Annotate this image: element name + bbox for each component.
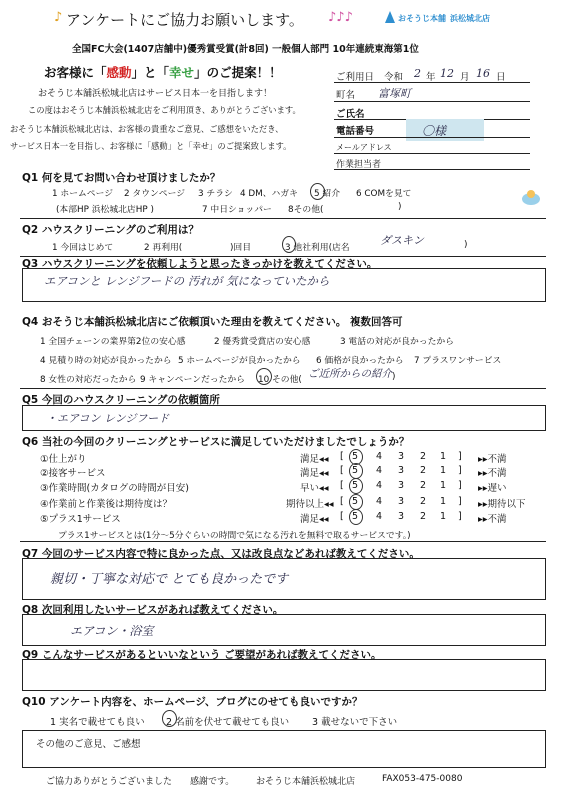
town-underline <box>334 101 530 102</box>
q7-title: Q7 今回のサービス内容で特に良かった点、又は改良点などあれば教えてください。 <box>22 548 420 560</box>
q6-rating-option[interactable]: 2 <box>420 451 427 462</box>
intro-line-4: サービス日本一を目指し、お客様に「感動」と「幸せ」のご提案致します。 <box>10 141 292 151</box>
q6-row-label: ③作業時間(カタログの時間が目安) <box>40 483 189 494</box>
proposal-word-shiawase: 幸せ <box>169 65 195 80</box>
q6-row-bracket-close: ] <box>458 511 462 522</box>
q1-opt-townpage[interactable]: 2 タウンページ <box>124 189 185 199</box>
q10-comment-label: その他のご意見、ご感想 <box>36 739 141 750</box>
q6-row-label: ⑤プラス1サービス <box>40 514 121 525</box>
q6-row-label: ②接客サービス <box>40 468 106 479</box>
q2-opt-close: ) <box>464 240 468 250</box>
q4-divider <box>20 388 546 389</box>
proposal-word-kando: 感動 <box>106 65 132 80</box>
survey-title: アンケートにご協力お願いします。 <box>66 11 304 29</box>
q6-rating-option[interactable]: 3 <box>398 451 405 462</box>
intro-line-3: おそうじ本舗浜松城北店は、お客様の貴重なご意見、ご感想をいただき、 <box>10 124 284 134</box>
q6-rating-option[interactable]: 1 <box>440 496 447 507</box>
date-year-unit: 年 <box>426 72 436 83</box>
notes-decoration: ♪♪♪ <box>328 10 353 25</box>
q6-rating-option[interactable]: 3 <box>398 465 405 476</box>
q2-opt-repeat[interactable]: 2 再利用( <box>144 243 183 253</box>
q1-opt-hp-detail: (本部HP 浜松城北店HP ) <box>56 205 154 215</box>
town-value[interactable]: 富塚町 <box>378 87 411 100</box>
q6-row-label: ①仕上がり <box>40 454 87 465</box>
q4-opt-8[interactable]: 8 女性の対応だったから <box>40 375 137 385</box>
proposal-mid: 」と「 <box>131 65 170 80</box>
q1-opt-dm[interactable]: 4 DM、ハガキ <box>240 189 298 199</box>
q1-opt-flyer[interactable]: 3 チラシ <box>198 189 233 199</box>
q6-selected-circle <box>349 509 363 525</box>
q9-title: Q9 こんなサービスがあるといいなという ご要望があれば教えてください。 <box>22 649 382 661</box>
q6-rating-option[interactable]: 5 <box>352 511 359 522</box>
q6-row-bracket-open: [ <box>340 496 344 507</box>
q6-row-right-anchor: ▸▸不満 <box>478 454 507 465</box>
q6-row-right-anchor: ▸▸遅い <box>478 483 507 494</box>
q5-title: Q5 今回のハウスクリーニングの依頼箇所 <box>22 394 220 406</box>
q6-rating-option[interactable]: 4 <box>376 511 383 522</box>
date-day[interactable]: 16 <box>476 67 490 80</box>
q4-opt-9[interactable]: 9 キャンペーンだったから <box>140 375 245 385</box>
intro-line-2: この度はおそうじ本舗浜松城北店をご利用頂き、ありがとうございます。 <box>28 105 301 115</box>
phone-value[interactable]: 〇様 <box>422 124 447 138</box>
proposal-pre: お客様に「 <box>44 65 107 80</box>
q6-row-bracket-open: [ <box>340 511 344 522</box>
q6-divider <box>20 541 546 542</box>
q6-rating-option[interactable]: 1 <box>440 511 447 522</box>
q6-rating-option[interactable]: 1 <box>440 465 447 476</box>
date-year[interactable]: 2 <box>414 67 421 80</box>
q4-opt-6[interactable]: 6 価格が良かったから <box>316 356 404 366</box>
q6-rating-option[interactable]: 3 <box>398 496 405 507</box>
q1-opt-chunichi[interactable]: 7 中日ショッパー <box>202 205 272 215</box>
date-label: ご利用日 <box>336 72 375 83</box>
q2-opt-repeat-count: )回目 <box>230 243 252 253</box>
q1-opt-other-close: ) <box>398 202 402 212</box>
mascot-icon <box>520 188 542 209</box>
q1-opt-homepage[interactable]: 1 ホームページ <box>52 189 113 199</box>
q6-rating-option[interactable]: 2 <box>420 496 427 507</box>
music-note-icon: ♪ <box>54 10 63 25</box>
q6-note: プラス1サービスとは(1分～5分ぐらいの時間で気になる汚れを無料で取るサービスです。) <box>58 531 411 541</box>
q10-title: Q10 アンケート内容を、ホームページ、ブログにのせても良いですか？ <box>22 696 363 708</box>
q6-row-label: ④作業前と作業後は期待度は？ <box>40 499 173 510</box>
brand-logo-icon <box>384 10 396 24</box>
q1-opt-other[interactable]: 8その他( <box>288 205 324 215</box>
q6-rating-option[interactable]: 5 <box>352 496 359 507</box>
q4-opt-7[interactable]: 7 プラスワンサービス <box>414 356 502 366</box>
q1-opt-referral[interactable]: 5 紹介 <box>314 189 340 199</box>
q4-opt-1[interactable]: 1 全国チェーンの業界第2位の安心感 <box>40 337 186 347</box>
date-era: 令和 <box>384 72 404 83</box>
q9-answer-box[interactable] <box>22 659 546 691</box>
q6-row-right-anchor: ▸▸不満 <box>478 514 507 525</box>
q2-opt-other-company[interactable]: 3 他社利用(店名 <box>285 243 350 253</box>
footer-fax: FAX053-475-0080 <box>382 774 463 784</box>
q6-rating-option[interactable]: 1 <box>440 480 447 491</box>
email-label: メールアドレス <box>336 143 392 152</box>
q1-divider <box>20 218 546 219</box>
staff-label: 作業担当者 <box>336 160 382 170</box>
q6-row-bracket-close: ] <box>458 480 462 491</box>
proposal-post: 」のご提案！！ <box>194 65 282 80</box>
date-month[interactable]: 12 <box>440 67 454 80</box>
q2-shop-name[interactable]: ダスキン <box>380 234 424 247</box>
date-day-unit: 日 <box>496 72 506 83</box>
q6-row-bracket-close: ] <box>458 465 462 476</box>
q6-row-left-anchor: 満足◂◂ <box>300 454 329 465</box>
town-label: 町名 <box>336 90 356 101</box>
q6-row-bracket-close: ] <box>458 496 462 507</box>
phone-label: 電話番号 <box>336 126 375 137</box>
q6-rating-option[interactable]: 3 <box>398 480 405 491</box>
q6-row-left-anchor: 満足◂◂ <box>300 514 329 525</box>
q6-rating-option[interactable]: 4 <box>376 451 383 462</box>
q6-row-bracket-open: [ <box>340 451 344 462</box>
q6-row-right-anchor: ▸▸不満 <box>478 468 507 479</box>
footer-thanks-2: 感謝です。 <box>190 777 235 787</box>
date-underline <box>334 82 530 83</box>
q4-opt-3[interactable]: 3 電話の対応が良かったから <box>340 337 454 347</box>
q8-answer: エアコン・浴室 <box>70 624 154 638</box>
staff-underline <box>334 169 530 170</box>
q6-rating-option[interactable]: 4 <box>376 496 383 507</box>
q6-selected-circle <box>349 478 363 494</box>
q8-title: Q8 次回利用したいサービスがあれば教えてください。 <box>22 604 284 616</box>
q6-rating-option[interactable]: 1 <box>440 451 447 462</box>
q6-rating-option[interactable]: 4 <box>376 465 383 476</box>
q10-opt-anonymous[interactable]: 2 名前を伏せて載せても良い <box>166 717 290 728</box>
q6-row-bracket-open: [ <box>340 465 344 476</box>
q1-title: Q1 何を見てお問い合わせ頂けましたか？ <box>22 172 221 184</box>
q4-opt-5[interactable]: 5 ホームページが良かったから <box>178 356 301 366</box>
q6-rating-option[interactable]: 5 <box>352 480 359 491</box>
q6-selected-circle <box>349 494 363 510</box>
q6-rating-option[interactable]: 2 <box>420 480 427 491</box>
q4-opt-4[interactable]: 4 見積り時の対応が良かったから <box>40 356 172 366</box>
q6-row-bracket-close: ] <box>458 451 462 462</box>
q6-rating-option[interactable]: 4 <box>376 480 383 491</box>
q6-selected-circle <box>349 463 363 479</box>
q6-row-bracket-open: [ <box>340 480 344 491</box>
q6-rating-option[interactable]: 3 <box>398 511 405 522</box>
q1-opt-com[interactable]: 6 COMを見て <box>356 189 412 199</box>
q6-rating-option[interactable]: 2 <box>420 511 427 522</box>
branch-name: 浜松城北店 <box>450 14 490 23</box>
q4-title: Q4 おそうじ本舗浜松城北店にご依頼頂いた理由を教えてください。 複数回答可 <box>22 316 403 328</box>
footer-shop: おそうじ本舗浜松城北店 <box>256 777 356 787</box>
award-line: 全国FC大会(1407店舗中)優秀賞受賞(計8回) 一般個人部門 10年連続東海第1位 <box>72 44 419 55</box>
q4-other-answer[interactable]: ご近所からの紹介 <box>308 368 392 380</box>
q2-title: Q2 ハウスクリーニングのご利用は？ <box>22 224 199 236</box>
q10-opt-realname[interactable]: 1 実名で載せても良い <box>50 717 145 728</box>
email-underline <box>334 153 530 154</box>
q6-rating-option[interactable]: 5 <box>352 451 359 462</box>
brand-name: おそうじ本舗 <box>398 14 446 23</box>
footer-thanks: ご協力ありがとうございました <box>46 777 173 787</box>
q6-row-left-anchor: 期待以上◂◂ <box>286 499 334 510</box>
q4-opt-10[interactable]: 10 その他( <box>258 375 302 385</box>
proposal-heading <box>44 63 282 81</box>
q4-opt-10-close: ) <box>392 372 396 382</box>
phone-underline <box>334 137 530 138</box>
q6-title: Q6 当社の今回のクリーニングとサービスに満足していただけましたでしょうか？ <box>22 436 410 448</box>
q10-opt-no[interactable]: 3 載せないで下さい <box>312 717 398 728</box>
q6-rating-option[interactable]: 2 <box>420 465 427 476</box>
q6-row-left-anchor: 早い◂◂ <box>300 483 329 494</box>
intro-line-1: おそうじ本舗浜松城北店はサービス日本一を目指します！ <box>38 89 273 99</box>
name-label: ご氏名 <box>336 109 365 120</box>
q5-answer: ・エアコン レンジフード <box>46 412 170 425</box>
q7-answer: 親切・丁寧な対応で とても良かったです <box>50 572 289 587</box>
q2-opt-first[interactable]: 1 今回はじめて <box>52 243 114 253</box>
q6-rating-option[interactable]: 5 <box>352 465 359 476</box>
date-month-unit: 月 <box>460 72 470 83</box>
q3-title: Q3 ハウスクリーニングを依頼しようと思ったきっかけを教えてください。 <box>22 258 378 270</box>
q3-answer: エアコンと レンジフードの 汚れが 気になっていたから <box>44 274 330 288</box>
q6-row-left-anchor: 満足◂◂ <box>300 468 329 479</box>
q6-row-right-anchor: ▸▸期待以下 <box>478 499 526 510</box>
q4-opt-2[interactable]: 2 優秀賞受賞店の安心感 <box>214 337 311 347</box>
